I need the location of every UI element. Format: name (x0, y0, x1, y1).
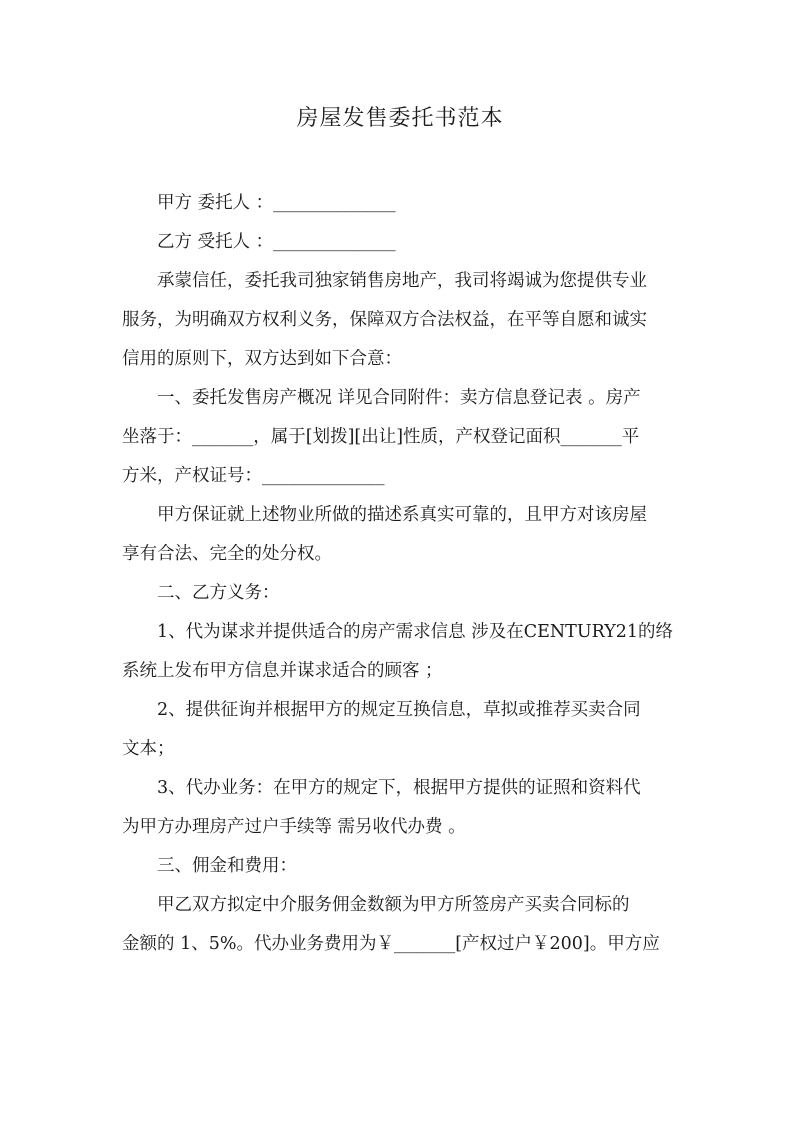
commission-line: 金额的 1、5%。代办业务费用为￥_______[产权过户￥200]。甲方应 (122, 934, 660, 954)
intro-line: 信用的原则下，双方达到如下合意： (122, 349, 402, 369)
intro-line: 服务，为明确双方权利义务，保障双方合法权益，在平等自愿和诚实 (122, 310, 647, 330)
intro-paragraph (122, 262, 684, 379)
section-1-line: 方米，产权证号：______________ (122, 466, 385, 486)
duty-1-paragraph (122, 613, 684, 691)
section-3-heading: 三、佣金和费用： (157, 856, 297, 876)
document-title: 房屋发售委托书范本 (296, 106, 504, 131)
duty-3-line: 为甲方办理房产过户手续等 需另收代办费 。 (122, 817, 466, 837)
section-2-heading: 二、乙方义务： (157, 583, 280, 603)
duty-2-line: 文本； (122, 739, 175, 759)
duty-1-line: 系统上发布甲方信息并谋求适合的顾客 ； (122, 661, 443, 681)
commission-paragraph (122, 886, 684, 964)
party-a-line: 甲方 委托人 ：______________ (157, 193, 396, 213)
guarantee-paragraph (122, 496, 684, 574)
guarantee-line: 享有合法、完全的处分权。 (122, 544, 332, 564)
party-b-line: 乙方 受托人 ：______________ (157, 232, 396, 252)
duty-2-paragraph (122, 691, 684, 769)
duty-1-line: 1、代为谋求并提供适合的房产需求信息 涉及在CENTURY21的络 (157, 622, 674, 642)
duty-3-paragraph (122, 769, 684, 847)
duty-2-line: 2、提供征询并根据甲方的规定互换信息，草拟或推荐买卖合同 (157, 700, 641, 720)
section-1-line: 坐落于：_______，属于[划拨][出让]性质，产权登记面积_______平 (122, 427, 640, 447)
section-1-line: 一、委托发售房产概况 详见合同附件：卖方信息登记表 。房产 (157, 388, 641, 408)
guarantee-line: 甲方保证就上述物业所做的描述系真实可靠的，且甲方对该房屋 (157, 505, 647, 525)
document-body (122, 184, 684, 964)
section-1-paragraph (122, 379, 684, 496)
commission-line: 甲乙双方拟定中介服务佣金数额为甲方所签房产买卖合同标的 (157, 895, 630, 915)
duty-3-line: 3、代办业务：在甲方的规定下，根据甲方提供的证照和资料代 (157, 778, 641, 798)
intro-line: 承蒙信任，委托我司独家销售房地产，我司将竭诚为您提供专业 (157, 271, 647, 291)
